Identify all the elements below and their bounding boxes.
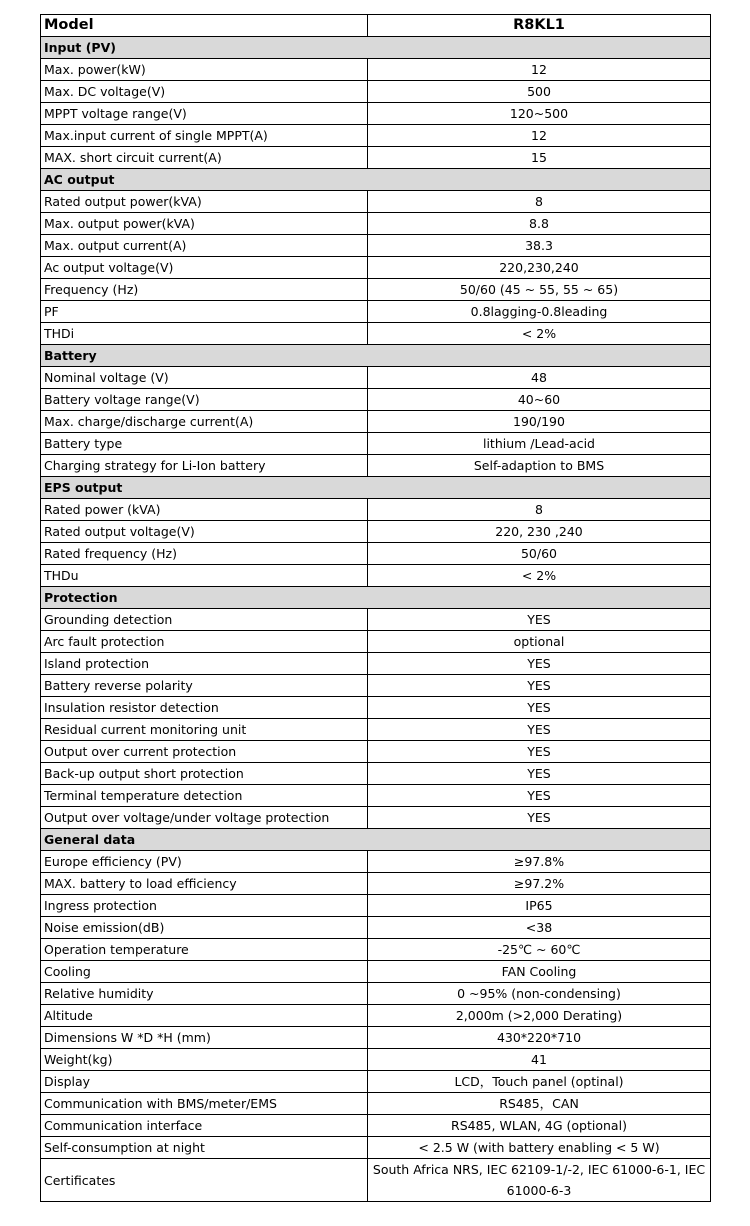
spec-label: Battery reverse polarity <box>41 675 368 697</box>
spec-row <box>41 961 711 983</box>
spec-label: Dimensions W *D *H (mm) <box>41 1027 368 1049</box>
spec-row <box>41 433 711 455</box>
spec-label: MPPT voltage range(V) <box>41 103 368 125</box>
spec-row <box>41 631 711 653</box>
spec-row <box>41 895 711 917</box>
spec-value: 41 <box>368 1049 711 1071</box>
spec-row <box>41 719 711 741</box>
spec-value: YES <box>368 675 711 697</box>
spec-value: YES <box>368 719 711 741</box>
spec-row <box>41 1093 711 1115</box>
spec-value: -25℃ ~ 60℃ <box>368 939 711 961</box>
spec-row <box>41 851 711 873</box>
spec-row <box>41 543 711 565</box>
spec-value: 120~500 <box>368 103 711 125</box>
spec-value: YES <box>368 653 711 675</box>
spec-value: 50/60 <box>368 543 711 565</box>
spec-value: 50/60 (45 ~ 55, 55 ~ 65) <box>368 279 711 301</box>
spec-row <box>41 389 711 411</box>
spec-label: Rated frequency (Hz) <box>41 543 368 565</box>
spec-label: Cooling <box>41 961 368 983</box>
spec-label: Max. charge/discharge current(A) <box>41 411 368 433</box>
spec-label: Max.input current of single MPPT(A) <box>41 125 368 147</box>
spec-row <box>41 1049 711 1071</box>
spec-label: Max. power(kW) <box>41 59 368 81</box>
spec-label: Insulation resistor detection <box>41 697 368 719</box>
spec-row <box>41 103 711 125</box>
spec-row <box>41 213 711 235</box>
section-title: Input (PV) <box>41 37 711 59</box>
spec-label: Rated output voltage(V) <box>41 521 368 543</box>
spec-value: 220, 230 ,240 <box>368 521 711 543</box>
spec-value: YES <box>368 697 711 719</box>
spec-row <box>41 257 711 279</box>
section-header-row <box>41 477 711 499</box>
spec-row <box>41 609 711 631</box>
spec-value: YES <box>368 609 711 631</box>
spec-row <box>41 1137 711 1159</box>
spec-label: Battery voltage range(V) <box>41 389 368 411</box>
spec-value: 48 <box>368 367 711 389</box>
model-header-row <box>41 15 711 37</box>
spec-row <box>41 455 711 477</box>
spec-label: THDi <box>41 323 368 345</box>
spec-row <box>41 1115 711 1137</box>
spec-label: Communication interface <box>41 1115 368 1137</box>
spec-value: < 2.5 W (with battery enabling < 5 W) <box>368 1137 711 1159</box>
spec-value: YES <box>368 807 711 829</box>
spec-row <box>41 1005 711 1027</box>
section-header-row <box>41 169 711 191</box>
spec-row <box>41 763 711 785</box>
spec-table-body <box>41 15 711 1202</box>
spec-row <box>41 983 711 1005</box>
spec-value: 0 ~95% (non-condensing) <box>368 983 711 1005</box>
spec-row <box>41 147 711 169</box>
spec-label: Battery type <box>41 433 368 455</box>
spec-row <box>41 653 711 675</box>
section-title: Protection <box>41 587 711 609</box>
spec-label: Ac output voltage(V) <box>41 257 368 279</box>
spec-row <box>41 521 711 543</box>
spec-label: Certificates <box>41 1159 368 1202</box>
spec-label: MAX. battery to load efficiency <box>41 873 368 895</box>
spec-label: Operation temperature <box>41 939 368 961</box>
spec-value: lithium /Lead-acid <box>368 433 711 455</box>
section-title: Battery <box>41 345 711 367</box>
spec-label: Rated power (kVA) <box>41 499 368 521</box>
spec-label: Max. output current(A) <box>41 235 368 257</box>
spec-value: RS485，CAN <box>368 1093 711 1115</box>
spec-value: 38.3 <box>368 235 711 257</box>
spec-value: optional <box>368 631 711 653</box>
spec-row <box>41 81 711 103</box>
section-title: EPS output <box>41 477 711 499</box>
spec-value: 40~60 <box>368 389 711 411</box>
spec-label: Terminal temperature detection <box>41 785 368 807</box>
spec-row <box>41 235 711 257</box>
spec-value: 8 <box>368 191 711 213</box>
spec-row <box>41 279 711 301</box>
spec-label: Nominal voltage (V) <box>41 367 368 389</box>
spec-row <box>41 873 711 895</box>
spec-value: 190/190 <box>368 411 711 433</box>
spec-row <box>41 1027 711 1049</box>
spec-label: Altitude <box>41 1005 368 1027</box>
spec-label: Max. output power(kVA) <box>41 213 368 235</box>
spec-row <box>41 807 711 829</box>
spec-value: FAN Cooling <box>368 961 711 983</box>
spec-label: Max. DC voltage(V) <box>41 81 368 103</box>
spec-value: 0.8lagging-0.8leading <box>368 301 711 323</box>
spec-value: 8.8 <box>368 213 711 235</box>
spec-label: Europe efficiency (PV) <box>41 851 368 873</box>
spec-row <box>41 939 711 961</box>
spec-label: Weight(kg) <box>41 1049 368 1071</box>
spec-value: 12 <box>368 59 711 81</box>
spec-value: 430*220*710 <box>368 1027 711 1049</box>
spec-value: <38 <box>368 917 711 939</box>
spec-row <box>41 917 711 939</box>
spec-value: 500 <box>368 81 711 103</box>
spec-value: IP65 <box>368 895 711 917</box>
spec-label: Relative humidity <box>41 983 368 1005</box>
spec-row <box>41 367 711 389</box>
spec-label: Output over voltage/under voltage protection <box>41 807 368 829</box>
section-title: AC output <box>41 169 711 191</box>
spec-value: 12 <box>368 125 711 147</box>
spec-table <box>40 14 711 1202</box>
spec-value: 220,230,240 <box>368 257 711 279</box>
spec-row <box>41 741 711 763</box>
section-header-row <box>41 587 711 609</box>
spec-value: South Africa NRS, IEC 62109-1/-2, IEC 61000-6-1, IEC 61000-6-3 <box>368 1159 711 1202</box>
spec-value: < 2% <box>368 323 711 345</box>
spec-value: 15 <box>368 147 711 169</box>
spec-label: Ingress protection <box>41 895 368 917</box>
spec-row <box>41 675 711 697</box>
spec-label: THDu <box>41 565 368 587</box>
spec-label: Display <box>41 1071 368 1093</box>
spec-row <box>41 191 711 213</box>
spec-label: Residual current monitoring unit <box>41 719 368 741</box>
section-header-row <box>41 345 711 367</box>
spec-value: ≥97.8% <box>368 851 711 873</box>
spec-label: Rated output power(kVA) <box>41 191 368 213</box>
spec-value: YES <box>368 785 711 807</box>
spec-row <box>41 1071 711 1093</box>
spec-row <box>41 565 711 587</box>
spec-label: Grounding detection <box>41 609 368 631</box>
spec-value: ≥97.2% <box>368 873 711 895</box>
spec-row <box>41 785 711 807</box>
spec-label: Back-up output short protection <box>41 763 368 785</box>
spec-value: Self-adaption to BMS <box>368 455 711 477</box>
spec-row <box>41 499 711 521</box>
spec-value: 8 <box>368 499 711 521</box>
spec-value: 2,000m (>2,000 Derating) <box>368 1005 711 1027</box>
spec-value: RS485, WLAN, 4G (optional) <box>368 1115 711 1137</box>
spec-label: Charging strategy for Li-Ion battery <box>41 455 368 477</box>
section-title: General data <box>41 829 711 851</box>
spec-row <box>41 301 711 323</box>
spec-label: Frequency (Hz) <box>41 279 368 301</box>
spec-value: < 2% <box>368 565 711 587</box>
section-header-row <box>41 829 711 851</box>
spec-row <box>41 411 711 433</box>
spec-row <box>41 1159 711 1202</box>
model-header-label: Model <box>41 15 368 37</box>
spec-value: LCD，Touch panel (optinal) <box>368 1071 711 1093</box>
spec-row <box>41 323 711 345</box>
spec-label: Island protection <box>41 653 368 675</box>
section-header-row <box>41 37 711 59</box>
spec-label: Noise emission(dB) <box>41 917 368 939</box>
spec-value: YES <box>368 741 711 763</box>
spec-label: Self-consumption at night <box>41 1137 368 1159</box>
spec-label: Output over current protection <box>41 741 368 763</box>
spec-label: PF <box>41 301 368 323</box>
spec-label: Communication with BMS/meter/EMS <box>41 1093 368 1115</box>
model-header-value: R8KL1 <box>368 15 711 37</box>
spec-value: YES <box>368 763 711 785</box>
spec-row <box>41 697 711 719</box>
spec-label: Arc fault protection <box>41 631 368 653</box>
spec-row <box>41 59 711 81</box>
spec-row <box>41 125 711 147</box>
spec-label: MAX. short circuit current(A) <box>41 147 368 169</box>
